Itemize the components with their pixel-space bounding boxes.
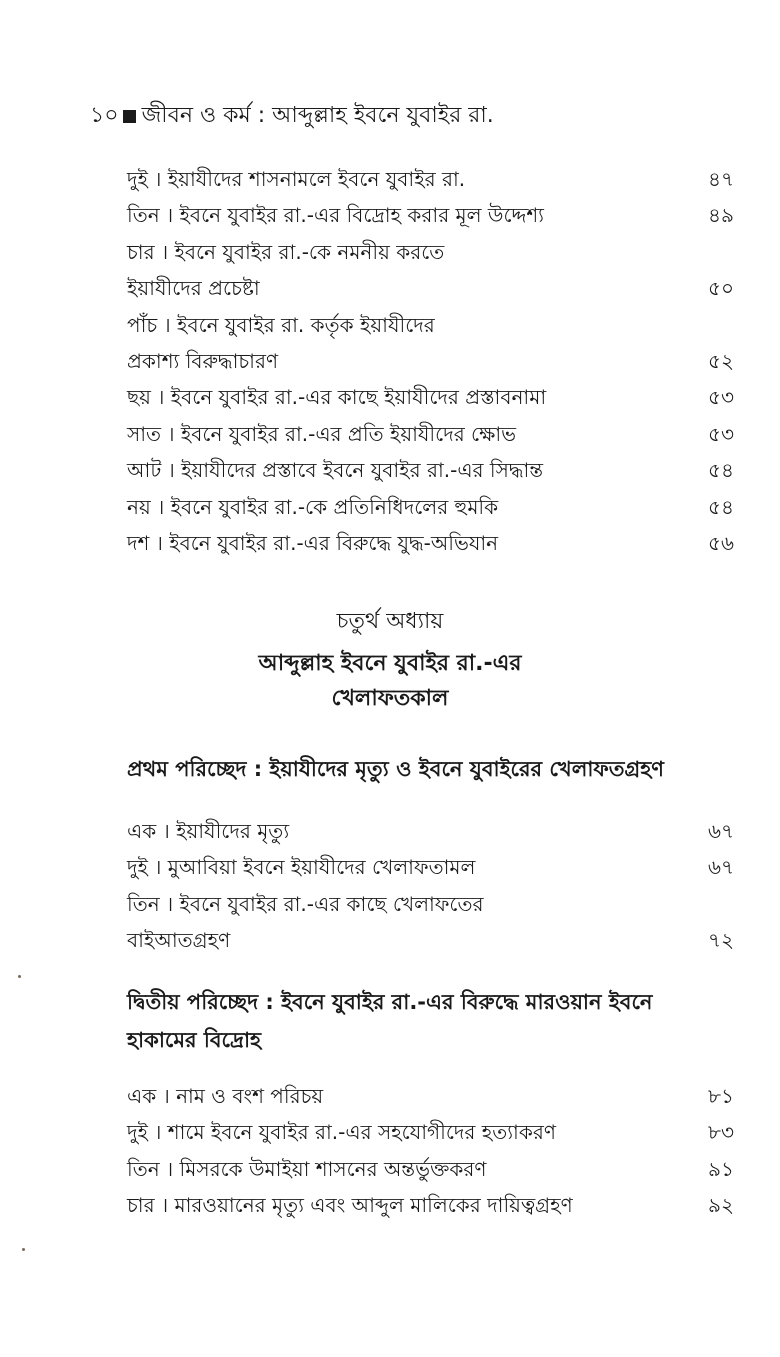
toc-entry: [127, 307, 734, 343]
section-heading-line-2: হাকামের বিদ্রোহ: [127, 1028, 262, 1052]
toc-entry-title: বাইআতগ্রহণ: [127, 928, 231, 953]
chapter-number: চতুর্থ অধ্যায়: [336, 609, 444, 634]
toc-list-section-2: [127, 1078, 734, 1224]
toc-entry-page: ৫৪: [708, 494, 734, 519]
toc-entry: [127, 234, 734, 270]
section-heading-2: [127, 983, 747, 1059]
toc-list-section-1: [127, 813, 734, 959]
toc-entry: [127, 886, 734, 922]
toc-entry-page: ৮১: [708, 1084, 734, 1108]
toc-entry-title: দশ । ইবনে যুবাইর রা.-এর বিরুদ্ধে যুদ্ধ-অভিযান: [127, 530, 499, 555]
toc-entry-page: ৫২: [708, 348, 734, 373]
toc-entry-title: এক । নাম ও বংশ পরিচয়: [127, 1084, 324, 1108]
toc-entry-title: পাঁচ । ইবনে যুবাইর রা. কর্তৃক ইয়াযীদের: [127, 312, 435, 337]
toc-entry-title: এক । ইয়াযীদের মৃত্যু: [127, 819, 290, 843]
toc-entry-title: তিন । ইবনে যুবাইর রা.-এর কাছে খেলাফতের: [127, 891, 484, 916]
toc-entry-title: দুই । ইয়াযীদের শাসনামলে ইবনে যুবাইর রা.: [127, 167, 466, 191]
toc-entry-title: আট । ইয়াযীদের প্রস্তাবে ইবনে যুবাইর রা.-এর সিদ্ধান্ত: [127, 458, 544, 483]
toc-entry-title: দুই । শামে ইবনে যুবাইর রা.-এর সহযোগীদের হত্যাকরণ: [127, 1120, 556, 1145]
running-title: জীবন ও কর্ম : আব্দুল্লাহ ইবনে যুবাইর রা.: [141, 103, 494, 128]
toc-entry-title: সাত । ইবনে যুবাইর রা.-এর প্রতি ইয়াযীদের ক্ষোভ: [127, 421, 517, 446]
toc-entry: [127, 525, 734, 561]
toc-entry: [127, 1187, 734, 1223]
toc-entry-title: দুই । মুআবিয়া ইবনে ইয়াযীদের খেলাফতামল: [127, 855, 476, 880]
toc-entry-page: ৫৪: [708, 458, 734, 483]
toc-entry-title: ইয়াযীদের প্রচেষ্টা: [127, 276, 260, 301]
toc-entry-title: নয় । ইবনে যুবাইর রা.-কে প্রতিনিধিদলের হুমকি: [127, 494, 499, 519]
toc-entry-page: ৯১: [708, 1156, 734, 1181]
toc-entry: [127, 849, 734, 885]
chapter-title-line-1: আব্দুল্লাহ ইবনে যুবাইর রা.-এর: [258, 651, 522, 676]
toc-entry-title: চার । ইবনে যুবাইর রা.-কে নমনীয় করতে: [127, 239, 445, 264]
section-heading-1: [127, 750, 747, 788]
toc-entry-page: ৫৬: [708, 530, 734, 555]
toc-entry-title: তিন । মিসরকে উমাইয়া শাসনের অন্তর্ভুক্তকরণ: [127, 1156, 487, 1181]
toc-entry: [127, 452, 734, 488]
toc-entry: [127, 197, 734, 233]
toc-entry: [127, 922, 734, 958]
toc-entry: [127, 1114, 734, 1150]
toc-entry-page: ৬৭: [707, 819, 734, 843]
toc-entry-page: ৭২: [707, 928, 734, 953]
toc-entry-page: ৫৩: [708, 421, 734, 446]
section-heading-text: প্রথম পরিচ্ছেদ : ইয়াযীদের মৃত্যু ও ইবনে যুবাইরের খেলাফতগ্রহণ: [127, 757, 664, 781]
toc-entry-title: চার । মারওয়ানের মৃত্যু এবং আব্দুল মালিকের দায়িত্বগ্রহণ: [127, 1193, 573, 1218]
toc-entry: [127, 270, 734, 306]
running-head: [90, 98, 494, 135]
toc-entry-page: ৪৭: [708, 167, 734, 191]
toc-entry: [127, 489, 734, 525]
black-square-icon: [123, 110, 136, 123]
toc-entry-page: ৯২: [708, 1193, 734, 1218]
toc-entry-page: ৪৯: [708, 203, 734, 228]
toc-entry-title: প্রকাশ্য বিরুদ্ধাচারণ: [127, 348, 279, 373]
toc-entry-page: ৫৩: [708, 385, 734, 410]
toc-entry-page: ৮৩: [708, 1120, 734, 1145]
paper-speck: [18, 975, 21, 978]
toc-entry: [127, 1078, 734, 1114]
toc-entry-page: ৫০: [708, 276, 734, 301]
paper-speck: [22, 1248, 25, 1251]
section-heading-line-1: দ্বিতীয় পরিচ্ছেদ : ইবনে যুবাইর রা.-এর বিরুদ্ধে মারওয়ান ইবনে: [127, 990, 653, 1014]
toc-entry-page: ৬৭: [707, 855, 734, 880]
toc-entry-title: ছয় । ইবনে যুবাইর রা.-এর কাছে ইয়াযীদের প্রস্তাবনামা: [127, 385, 547, 410]
toc-entry: [127, 343, 734, 379]
toc-entry: [127, 379, 734, 415]
toc-entry: [127, 813, 734, 849]
toc-entry-title: তিন । ইবনে যুবাইর রা.-এর বিদ্রোহ করার মূল উদ্দেশ্য: [127, 203, 544, 228]
page-number: ১০: [90, 103, 119, 128]
toc-entry: [127, 1151, 734, 1187]
toc-entry: [127, 161, 734, 197]
chapter-title-line-2: খেলাফতকাল: [331, 686, 449, 711]
toc-list-top: [127, 161, 734, 561]
toc-entry: [127, 416, 734, 452]
